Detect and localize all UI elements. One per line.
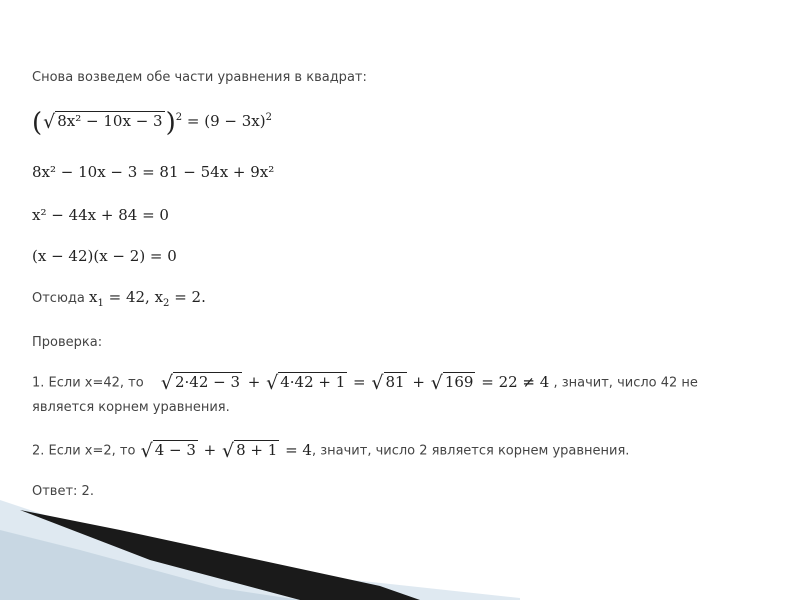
paren-open: (	[32, 108, 43, 138]
check-1-expression: √ 2·42 − 3 + √ 4·42 + 1 = √ 81 + √ 169 = 22 ≠ 4	[160, 372, 550, 394]
decorative-swoosh	[0, 490, 520, 600]
check-2-prefix: 2. Если x=2, то	[32, 443, 136, 459]
radical-lhs: √ 8x² − 10x − 3	[43, 111, 163, 133]
check-1-suffix: , значит, число 42 не	[553, 375, 698, 391]
check-1-prefix: 1. Если x=42, то	[32, 375, 144, 391]
equation-4: (x − 42)(x − 2) = 0	[32, 247, 177, 265]
paren-close: )	[165, 108, 176, 138]
check-2-suffix: , значит, число 2 является корнем уравнения.	[311, 443, 630, 459]
roots-prefix: Отсюда	[32, 291, 85, 306]
intro-text: Снова возведем обе части уравнения в квадрат:	[32, 70, 367, 85]
roots-values: $x_1 = 42$, $x_2 = 2$.	[89, 288, 206, 309]
equation-1-rhs: = (9 − 3x)	[186, 112, 266, 130]
answer-text: Ответ: 2.	[32, 484, 94, 499]
exp-lhs: 2	[175, 112, 183, 123]
exp-rhs: 2	[265, 112, 272, 123]
equation-3: x² − 44x + 84 = 0	[32, 206, 169, 224]
roots-line	[32, 288, 206, 309]
check-label: Проверка:	[32, 335, 103, 350]
equation-2: 8x² − 10x − 3 = 81 − 54x + 9x²	[32, 163, 275, 181]
check-1	[32, 372, 698, 394]
equation-1	[32, 108, 272, 138]
check-2	[32, 440, 629, 462]
check-1-line2: является корнем уравнения.	[32, 400, 230, 415]
check-2-expression: √ 4 − 3 + √ 8 + 1 = 4	[140, 440, 312, 462]
